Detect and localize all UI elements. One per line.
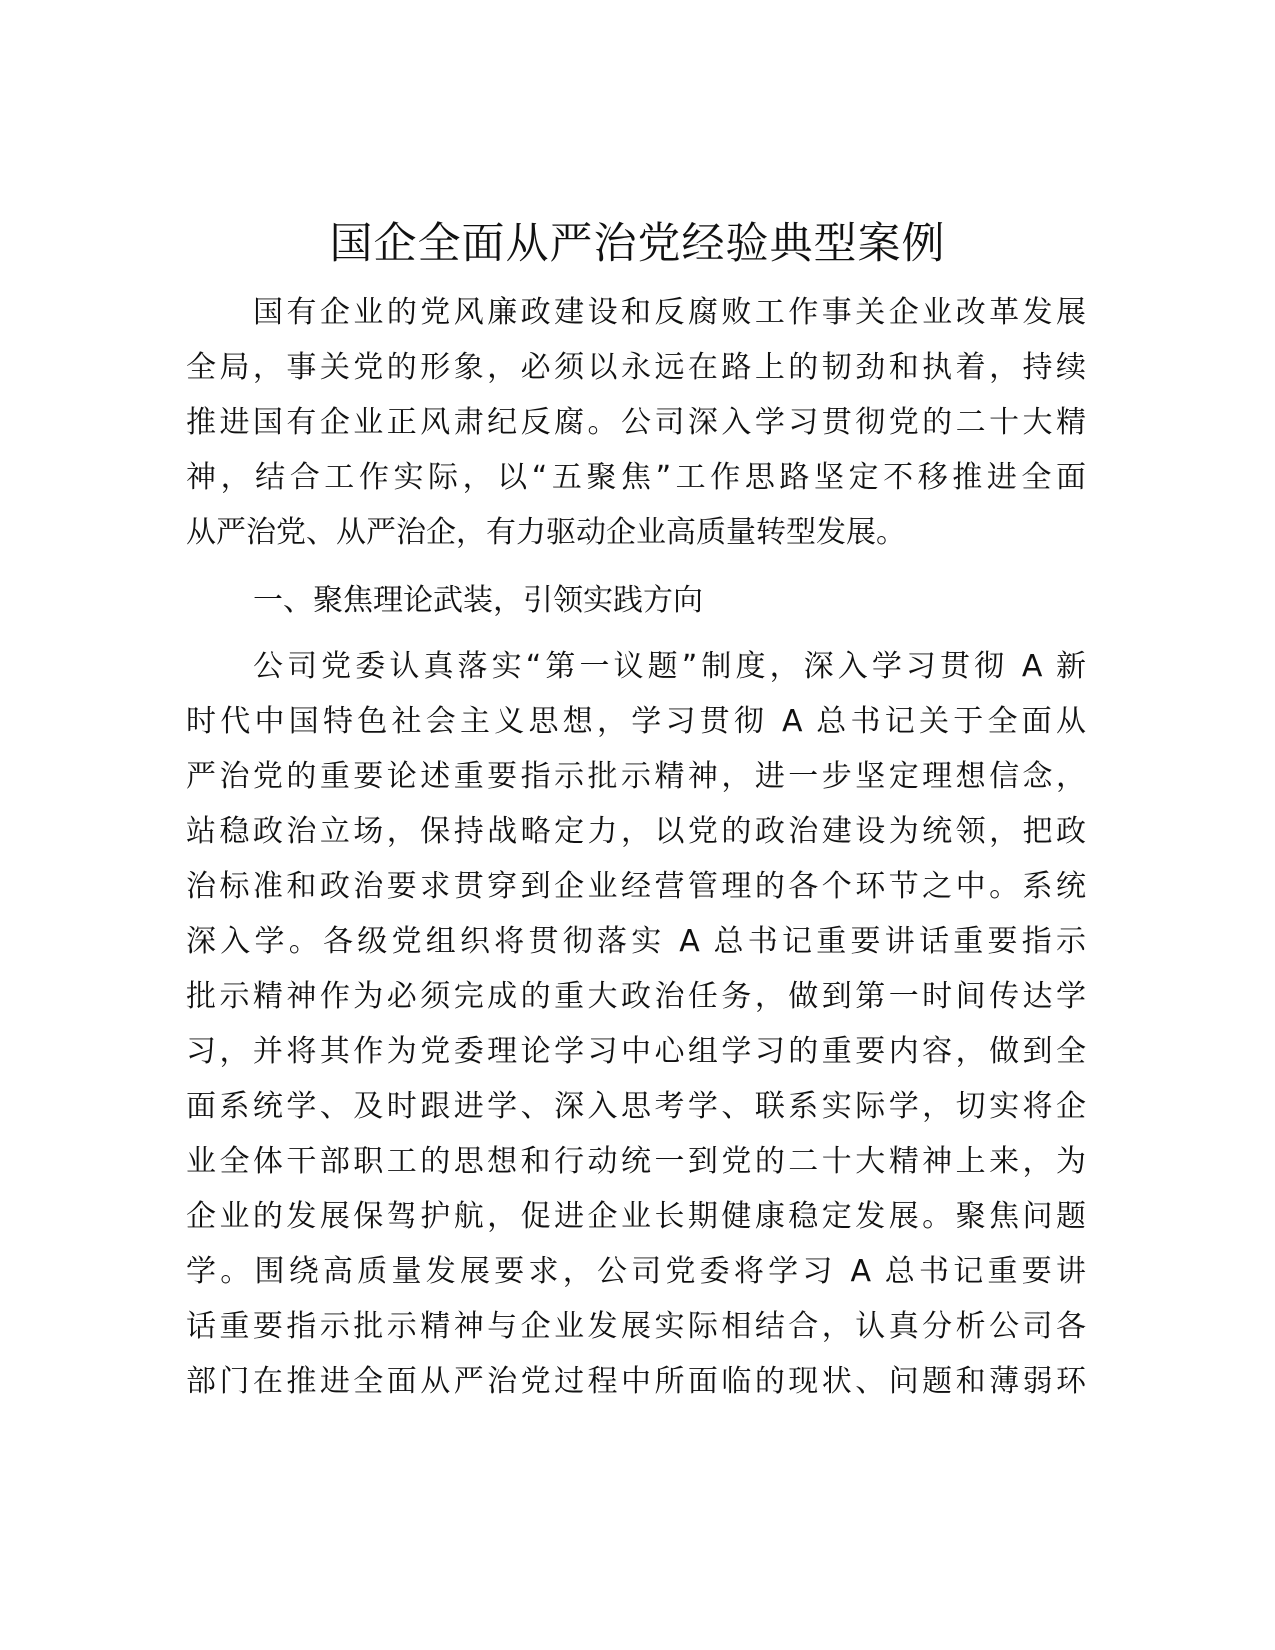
paragraph-line: 严治党的重要论述重要指示批示精神，进一步坚定理想信念， xyxy=(186,759,1086,794)
paragraph-line: 部门在推进全面从严治党过程中所面临的现状、问题和薄弱环 xyxy=(186,1364,1086,1399)
paragraph-line: 深入学。各级党组织将贯彻落实 A 总书记重要讲话重要指示 xyxy=(186,924,1086,959)
paragraph-line: 企业的发展保驾护航，促进企业长期健康稳定发展。聚焦问题 xyxy=(186,1199,1086,1234)
section-heading: 一、聚焦理论武装，引领实践方向 xyxy=(253,583,703,618)
paragraph-line: 面系统学、及时跟进学、深入思考学、联系实际学，切实将企 xyxy=(186,1089,1086,1124)
paragraph-line: 业全体干部职工的思想和行动统一到党的二十大精神上来，为 xyxy=(186,1144,1086,1179)
paragraph-line: 批示精神作为必须完成的重大政治任务，做到第一时间传达学 xyxy=(186,979,1086,1014)
document-title: 国企全面从严治党经验典型案例 xyxy=(329,219,946,269)
paragraph-line: 推进国有企业正风肃纪反腐。公司深入学习贯彻党的二十大精 xyxy=(186,405,1086,440)
paragraph-line: 国有企业的党风廉政建设和反腐败工作事关企业改革发展 xyxy=(253,295,1086,330)
paragraph-line: 神，结合工作实际，以“五聚焦”工作思路坚定不移推进全面 xyxy=(186,460,1086,495)
paragraph-line: 时代中国特色社会主义思想，学习贯彻 A 总书记关于全面从 xyxy=(186,704,1086,739)
paragraph-line: 公司党委认真落实“第一议题”制度，深入学习贯彻 A 新 xyxy=(253,649,1086,684)
paragraph-line: 习，并将其作为党委理论学习中心组学习的重要内容，做到全 xyxy=(186,1034,1086,1069)
paragraph-line: 全局，事关党的形象，必须以永远在路上的韧劲和执着，持续 xyxy=(186,350,1086,385)
paragraph-line: 治标准和政治要求贯穿到企业经营管理的各个环节之中。系统 xyxy=(186,869,1086,904)
paragraph-line: 从严治党、从严治企，有力驱动企业高质量转型发展。 xyxy=(186,515,906,550)
paragraph-line: 站稳政治立场，保持战略定力，以党的政治建设为统领，把政 xyxy=(186,814,1086,849)
paragraph-line: 话重要指示批示精神与企业发展实际相结合，认真分析公司各 xyxy=(186,1309,1086,1344)
paragraph-line: 学。围绕高质量发展要求，公司党委将学习 A 总书记重要讲 xyxy=(186,1254,1086,1289)
